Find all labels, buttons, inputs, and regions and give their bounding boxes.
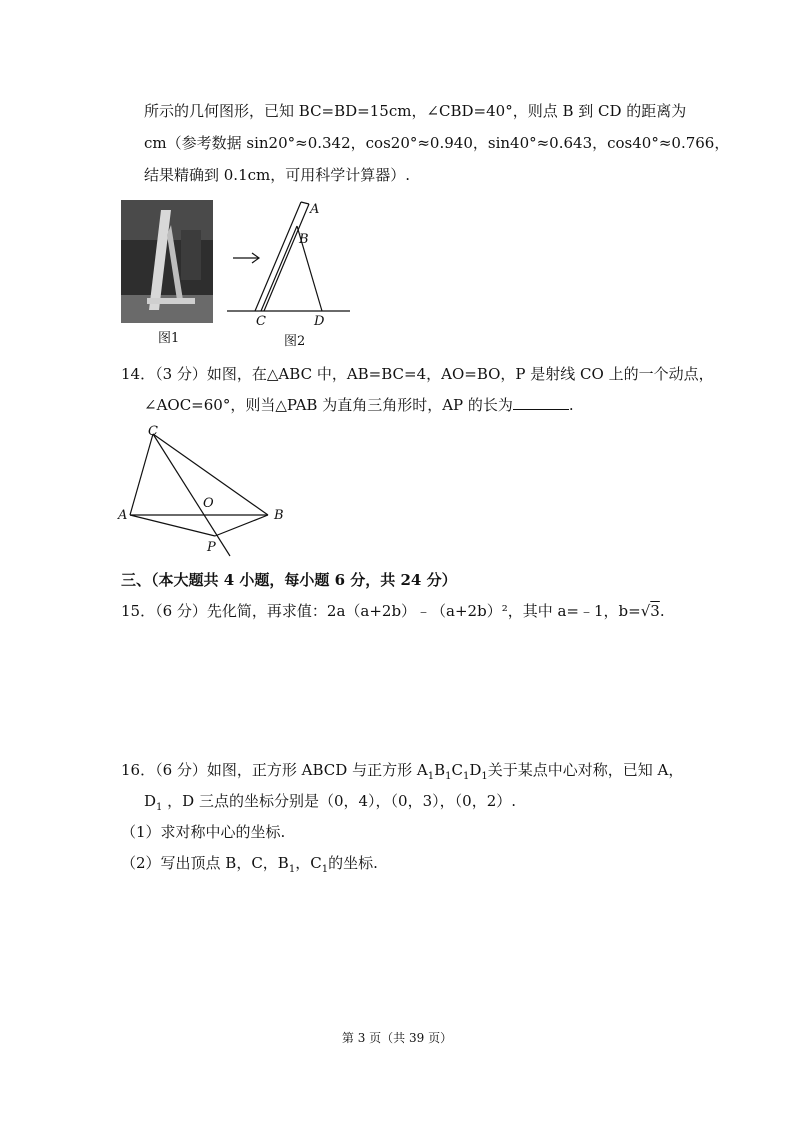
q16-line1-e: 关于某点中心对称，已知 A， [487, 761, 684, 779]
q16-line1 [121, 760, 683, 787]
section3-heading: 三、（本大题共 4 小题，每小题 6 分，共 24 分） [121, 571, 457, 589]
q16-part2-c: 的坐标. [328, 854, 378, 872]
q14-line2-text: ∠AOC=60°，则当△PAB 为直角三角形时，AP 的长为 [144, 396, 513, 414]
q14-line1: 14．（3 分）如图，在△ABC 中，AB=BC=4，AO=BO，P 是射线 CO 上的一个动点， [121, 365, 714, 383]
q14-label-b: B [274, 508, 284, 523]
q14-label-o: O [203, 496, 214, 511]
q16-part2 [121, 853, 378, 880]
q14-triangle-diagram [120, 420, 290, 560]
page-footer: 第 3 页（共 39 页） [341, 1031, 453, 1045]
q13-figure1-photo [121, 200, 213, 323]
q13-line2: cm（参考数据 sin20°≈0.342，cos20°≈0.940，sin40°≈0.643，cos40°≈0.766， [144, 134, 730, 152]
q14-label-a: A [118, 508, 128, 523]
sub-1: 1 [288, 864, 296, 875]
q13-line1: 所示的几何图形，已知 BC=BD=15cm，∠CBD=40°，则点 B 到 CD 的距离为 [144, 102, 687, 120]
q14-line2-end: . [568, 396, 574, 414]
fig2-label-a: A [310, 202, 320, 217]
q13-figure1-caption: 图1 [158, 331, 180, 346]
q16-line1-a: 16．（6 分）如图，正方形 ABCD 与正方形 A [121, 761, 428, 779]
fig2-label-c: C [256, 314, 266, 329]
q14-line2 [144, 395, 574, 415]
q15-line [121, 601, 665, 621]
q13-figure2-diagram [225, 198, 355, 328]
q16-part1: （1）求对称中心的坐标. [121, 823, 286, 841]
q16-part2-a: （2）写出顶点 B，C，B [121, 854, 289, 872]
q16-line2 [144, 791, 516, 818]
q15-prefix: 15．（6 分）先化简，再求值：2a（a+2b）﹣（a+2b）²，其中 a=﹣1，b= [121, 602, 641, 620]
sub-1: 1 [481, 771, 488, 782]
q16-line2-a: D [144, 792, 157, 810]
q16-line1-b: B [434, 761, 446, 779]
q14-label-p: P [207, 540, 216, 555]
q14-label-c: C [148, 424, 158, 439]
fig2-label-b: B [299, 232, 309, 247]
sqrt-symbol: √ [640, 602, 651, 620]
q16-line1-d: D [469, 761, 482, 779]
q15-radicand: 3 [650, 602, 660, 620]
q16-line1-c: C [451, 761, 463, 779]
q16-part2-b: ，C [295, 854, 322, 872]
sub-1: 1 [156, 802, 163, 813]
sub-1: 1 [321, 864, 329, 875]
q13-figure2-caption: 图2 [284, 334, 306, 349]
sub-1: 1 [445, 771, 452, 782]
q15-end: . [659, 602, 665, 620]
fig2-label-d: D [314, 314, 325, 329]
q13-line3: 结果精确到 0.1cm，可用科学计算器）. [144, 166, 411, 184]
answer-blank [513, 395, 569, 410]
sub-1: 1 [427, 771, 435, 782]
sub-1: 1 [462, 771, 470, 782]
q16-line2-b: ，D 三点的坐标分别是（0，4），（0，3），（0，2）. [162, 792, 516, 810]
